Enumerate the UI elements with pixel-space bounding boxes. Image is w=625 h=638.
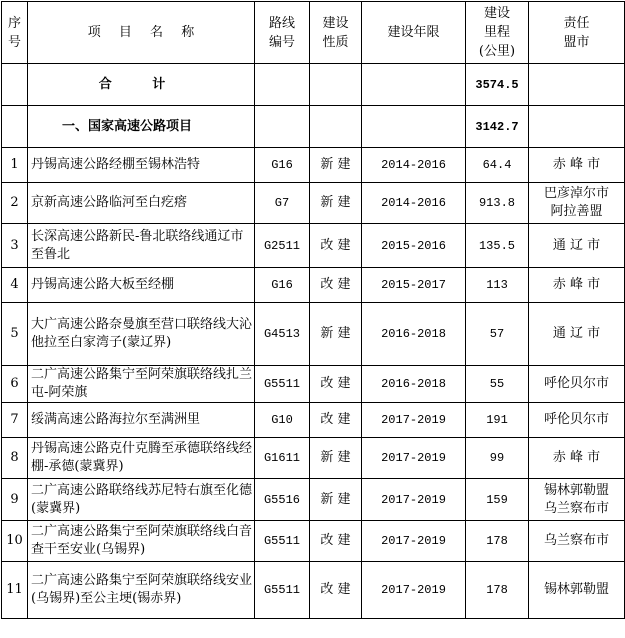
row-years: 2015-2016 [362,224,466,268]
row-mileage: 135.5 [466,224,529,268]
row-years: 2017-2019 [362,562,466,619]
row-name: 绥满高速公路海拉尔至满洲里 [28,403,255,438]
row-code: G7 [255,183,310,224]
row-name: 二广高速公路集宁至阿荣旗联络线扎兰屯-阿荣旗 [28,366,255,403]
row-code: G1611 [255,438,310,479]
row-years: 2014-2016 [362,183,466,224]
row-seq: 5 [2,303,28,366]
table-row [2,303,625,366]
header-code: 路线 编号 [255,2,310,64]
row-nature: 改 建 [310,521,362,562]
row-mileage: 55 [466,366,529,403]
row-code: G10 [255,403,310,438]
header-years: 建设年限 [362,2,466,64]
row-city: 通 辽 市 [529,303,625,366]
row-mileage: 99 [466,438,529,479]
row-city: 赤 峰 市 [529,438,625,479]
row-seq: 9 [2,479,28,521]
row-seq: 11 [2,562,28,619]
header-name: 项 目 名 称 [28,2,255,64]
row-years: 2015-2017 [362,268,466,303]
table-row [2,224,625,268]
row-nature: 改 建 [310,562,362,619]
table-row [2,366,625,403]
row-years: 2017-2019 [362,479,466,521]
row-city: 锡林郭勒盟 乌兰察布市 [529,479,625,521]
section-label: 一、国家高速公路项目 [28,106,255,148]
row-nature: 新 建 [310,148,362,183]
table-row [2,268,625,303]
row-nature: 改 建 [310,403,362,438]
row-years: 2016-2018 [362,366,466,403]
row-seq: 6 [2,366,28,403]
row-mileage: 178 [466,521,529,562]
total-row [2,64,625,106]
row-name: 二广高速公路集宁至阿荣旗联络线白音查干至安业(乌锡界) [28,521,255,562]
row-seq: 4 [2,268,28,303]
row-years: 2017-2019 [362,521,466,562]
row-name: 二广高速公路联络线苏尼特右旗至化德(蒙冀界) [28,479,255,521]
row-name: 长深高速公路新民-鲁北联络线通辽市至鲁北 [28,224,255,268]
total-label: 合 计 [28,64,255,106]
row-city: 乌兰察布市 [529,521,625,562]
row-mileage: 64.4 [466,148,529,183]
row-mileage: 178 [466,562,529,619]
table-row [2,521,625,562]
table-row [2,479,625,521]
row-code: G2511 [255,224,310,268]
table-row [2,403,625,438]
table-row [2,183,625,224]
row-years: 2016-2018 [362,303,466,366]
header-row [2,2,625,64]
row-code: G5511 [255,366,310,403]
row-nature: 新 建 [310,438,362,479]
header-seq: 序 号 [2,2,28,64]
row-seq: 1 [2,148,28,183]
row-seq: 2 [2,183,28,224]
row-seq: 3 [2,224,28,268]
row-seq: 7 [2,403,28,438]
row-city: 呼伦贝尔市 [529,366,625,403]
row-city: 锡林郭勒盟 [529,562,625,619]
row-mileage: 113 [466,268,529,303]
row-years: 2017-2019 [362,403,466,438]
row-name: 丹锡高速公路经棚至锡林浩特 [28,148,255,183]
row-mileage: 913.8 [466,183,529,224]
highway-projects-table [1,1,625,619]
section-row [2,106,625,148]
row-mileage: 57 [466,303,529,366]
row-nature: 新 建 [310,303,362,366]
row-years: 2014-2016 [362,148,466,183]
row-city: 赤 峰 市 [529,148,625,183]
row-code: G16 [255,268,310,303]
section-mileage: 3142.7 [466,106,529,148]
row-code: G5511 [255,562,310,619]
row-city: 巴彦淖尔市 阿拉善盟 [529,183,625,224]
row-name: 二广高速公路集宁至阿荣旗联络线安业(乌锡界)至公主埂(锡赤界) [28,562,255,619]
row-code: G5511 [255,521,310,562]
row-code: G5516 [255,479,310,521]
header-mileage: 建设 里程 (公里) [466,2,529,64]
row-nature: 新 建 [310,479,362,521]
row-nature: 改 建 [310,224,362,268]
row-mileage: 191 [466,403,529,438]
row-nature: 新 建 [310,183,362,224]
row-name: 丹锡高速公路大板至经棚 [28,268,255,303]
row-seq: 10 [2,521,28,562]
row-nature: 改 建 [310,268,362,303]
table-row [2,562,625,619]
row-city: 呼伦贝尔市 [529,403,625,438]
row-mileage: 159 [466,479,529,521]
row-nature: 改 建 [310,366,362,403]
row-name: 丹锡高速公路克什克腾至承德联络线经棚-承德(蒙冀界) [28,438,255,479]
row-code: G4513 [255,303,310,366]
total-mileage: 3574.5 [466,64,529,106]
header-nature: 建设 性质 [310,2,362,64]
table-row [2,438,625,479]
row-years: 2017-2019 [362,438,466,479]
row-code: G16 [255,148,310,183]
row-city: 通 辽 市 [529,224,625,268]
row-seq: 8 [2,438,28,479]
header-city: 责任 盟市 [529,2,625,64]
table-row [2,148,625,183]
row-name: 大广高速公路奈曼旗至营口联络线大沁他拉至白家湾子(蒙辽界) [28,303,255,366]
row-city: 赤 峰 市 [529,268,625,303]
row-name: 京新高速公路临河至白疙瘩 [28,183,255,224]
